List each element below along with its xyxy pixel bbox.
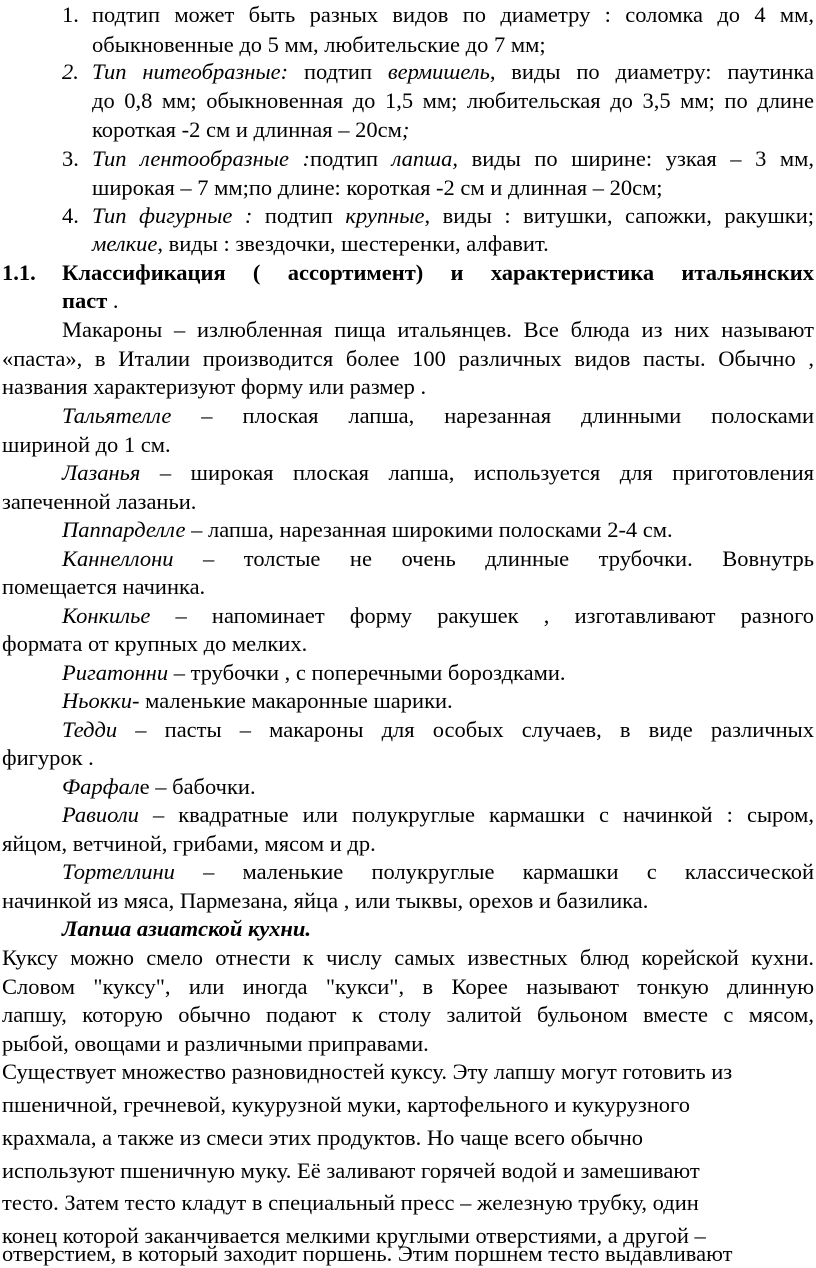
paragraph-line: тесто. Затем тесто кладут в специальный пресс – железную трубку, один (2, 1190, 699, 1215)
list-item-text: широкая – 7 мм;по длине: короткая -2 см и длинная – 20см; (92, 175, 663, 200)
list-number: 3. (62, 146, 79, 171)
list-item-text: подтип может быть разных видов по диаметру : соломка до 4 мм, (92, 2, 814, 27)
paragraph-line: названия характеризуют форму или размер . (2, 374, 427, 399)
paragraph-line: Макароны – излюбленная пища итальянцев. Все блюда из них называют (62, 317, 814, 342)
paragraph-line: Паппарделле – лапша, нарезанная широкими полосками 2-4 см. (62, 517, 673, 542)
paragraph-line: отверстием, в который заходит поршень. Этим поршнем тесто выдавливают (2, 1241, 733, 1266)
paragraph-line: запеченной лазаньи. (2, 489, 197, 514)
paragraph-line: Конкилье – напоминает форму ракушек , изготавливают разного (62, 603, 814, 628)
paragraph-line: Ригатонни – трубочки , с поперечными бороздками. (62, 660, 566, 685)
paragraph-line: конец которой заканчивается мелкими круглыми отверстиями, а другой – (2, 1223, 706, 1248)
subtype-name: вермишель (387, 59, 490, 84)
paragraph-line: «паста», в Италии производится более 100 различных видов пасты. Обычно , (2, 346, 814, 371)
type-label: Тип фигурные : (92, 203, 253, 228)
list-item-text: Тип фигурные : подтип крупные, виды : витушки, сапожки, ракушки; (92, 203, 815, 228)
paragraph-line: Тальятелле – плоская лапша, нарезанная длинными полосками (62, 403, 814, 428)
pasta-name: Равиоли (62, 802, 139, 827)
paragraph-line: помещается начинка. (2, 574, 206, 599)
paragraph-line: лапшу, которую обычно подают к столу залитой бульоном вместе с мясом, (2, 1002, 814, 1027)
subtype-name: лапша, (391, 146, 459, 171)
list-item-text: обыкновенные до 5 мм, любительские до 7 мм; (92, 32, 546, 57)
pasta-name: Ригатонни (62, 660, 169, 685)
subtype-name: крупные (345, 203, 425, 228)
pasta-name: Конкилье (62, 603, 151, 628)
list-number: 1. (62, 2, 79, 27)
list-number: 2. (62, 59, 79, 84)
paragraph-line: Ньокки- маленькие макаронные шарики. (62, 688, 453, 713)
pasta-name: Тортеллини (62, 859, 175, 884)
paragraph-line: Фарфале – бабочки. (62, 774, 256, 799)
section-title: Классификация ( ассортимент) и характеристика итальянских (62, 260, 814, 285)
paragraph-line: яйцом, ветчиной, грибами, мясом и др. (2, 831, 376, 856)
paragraph-line: Тортеллини – маленькие полукруглые кармашки с классической (62, 859, 814, 884)
paragraph-line: пшеничной, гречневой, кукурузной муки, картофельного и кукурузного (2, 1092, 690, 1117)
type-label: Тип нитеобразные: (92, 59, 289, 84)
paragraph-line: начинкой из мяса, Пармезана, яйца , или тыквы, орехов и базилика. (2, 888, 649, 913)
pasta-name: Фарфал (62, 774, 140, 799)
paragraph-line: используют пшеничную муку. Её заливают горячей водой и замешивают (2, 1158, 700, 1183)
section-number: 1.1. (2, 260, 36, 285)
list-item-text: Тип лентообразные :подтип лапша, виды по ширине: узкая – 3 мм, (92, 146, 815, 171)
pasta-name: Лазанья (62, 460, 141, 485)
pasta-name: Ньокки- (62, 688, 140, 713)
pasta-name: Тедди (62, 717, 118, 742)
paragraph-line: крахмала, а также из смеси этих продуктов. Но чаще всего обычно (2, 1125, 643, 1150)
paragraph-line: Тедди – пасты – макароны для особых случаев, в виде различных (62, 717, 814, 742)
section-title: паст . (62, 288, 119, 313)
paragraph-line: Каннеллони – толстые не очень длинные трубочки. Вовнутрь (62, 546, 814, 571)
type-label: Тип лентообразные : (92, 146, 311, 171)
pasta-name: Паппарделле (62, 517, 186, 542)
paragraph-line: фигурок . (2, 745, 94, 770)
list-item-text: мелкие, виды : звездочки, шестеренки, алфавит. (92, 231, 549, 256)
list-item-text: Тип нитеобразные: подтип вермишель, виды по диаметру: паутинка (92, 59, 814, 84)
paragraph-line: Словом "куксу", или иногда "кукси", в Корее называют тонкую длинную (2, 974, 814, 999)
paragraph-line: формата от крупных до мелких. (2, 631, 308, 656)
pasta-name: Тальятелле (62, 403, 172, 428)
pasta-name: Каннеллони (62, 546, 174, 571)
paragraph-line: Куксу можно смело отнести к числу самых известных блюд корейской кухни. (2, 945, 814, 970)
paragraph-line: шириной до 1 см. (2, 432, 171, 457)
list-item-text: до 0,8 мм; обыкновенная до 1,5 мм; любительская до 3,5 мм; по длине (92, 88, 814, 113)
paragraph-line: Лазанья – широкая плоская лапша, используется для приготовления (62, 460, 814, 485)
paragraph-line: Равиоли – квадратные или полукруглые кармашки с начинкой : сыром, (62, 802, 814, 827)
subsection-heading: Лапша азиатской кухни. (62, 916, 312, 941)
list-item-text: короткая -2 см и длинная – 20см; (92, 117, 410, 142)
paragraph-line: Существует множество разновидностей куксу. Эту лапшу могут готовить из (2, 1059, 733, 1084)
list-number: 4. (62, 203, 79, 228)
paragraph-line: рыбой, овощами и различными приправами. (2, 1031, 429, 1056)
